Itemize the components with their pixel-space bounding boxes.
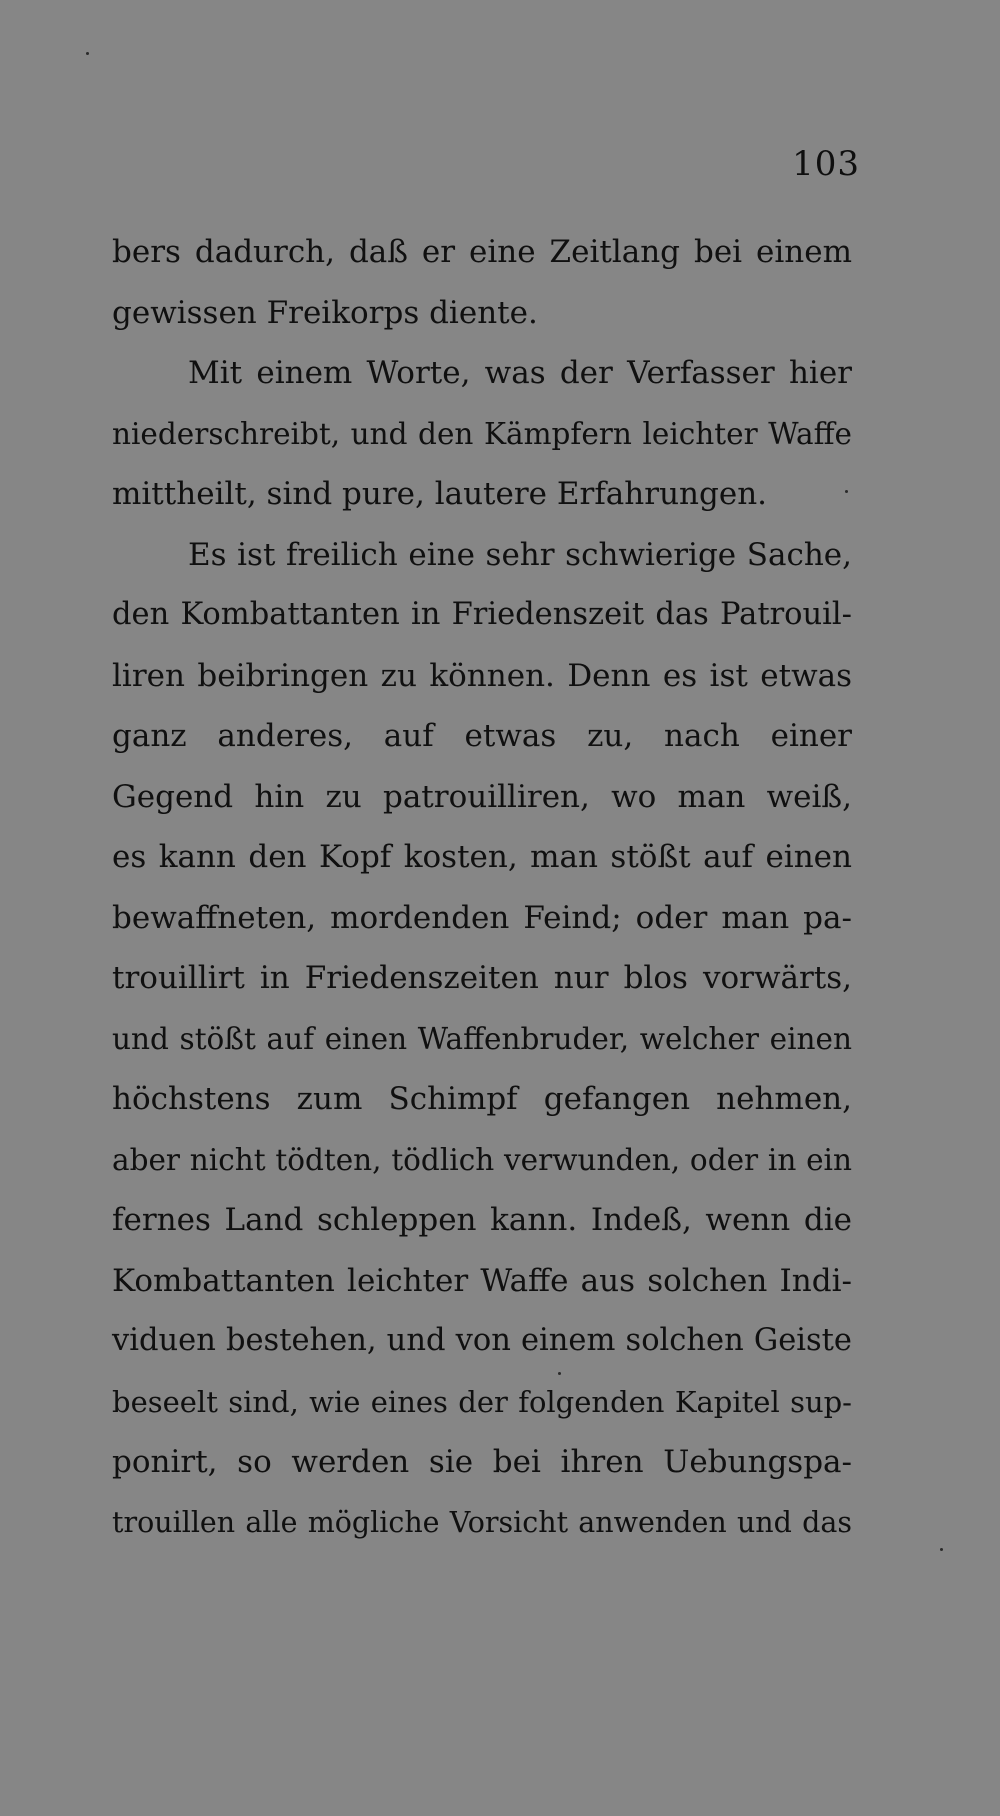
text-line: höchstens zum Schimpf gefangen nehmen,	[112, 1081, 852, 1117]
text-line: trouillirt in Friedenszeiten nur blos vorwärts,	[112, 960, 852, 996]
text-line: den Kombattanten in Friedenszeit das Patrouil-	[112, 597, 852, 632]
text-line: Gegend hin zu patrouilliren, wo man weiß,	[112, 778, 852, 815]
paragraph-start-line: Mit einem Worte, was der Verfasser hier	[188, 355, 852, 391]
text-line: bers dadurch, daß er eine Zeitlang bei einem	[112, 234, 852, 270]
text-line: es kann den Kopf kosten, man stößt auf einen	[112, 839, 852, 875]
body-text	[112, 222, 852, 1553]
text-line: aber nicht tödten, tödlich verwunden, oder in ein	[112, 1142, 852, 1177]
text-line: mittheilt, sind pure, lautere Erfahrungen.	[112, 476, 768, 512]
text-line: trouillen alle mögliche Vorsicht anwenden und das	[112, 1505, 852, 1539]
text-line: ponirt, so werden sie bei ihren Uebungspa-	[112, 1444, 852, 1480]
scan-speck	[558, 1372, 561, 1375]
text-line: gewissen Freikorps diente.	[112, 294, 538, 331]
text-line: viduen bestehen, und von einem solchen Geiste	[112, 1323, 852, 1358]
page-number: 103	[792, 144, 860, 184]
text-line: liren beibringen zu können. Denn es ist etwas	[112, 657, 852, 694]
scan-speck	[86, 52, 89, 55]
text-line: ganz anderes, auf etwas zu, nach einer	[112, 718, 852, 754]
text-line: fernes Land schleppen kann. Indeß, wenn die	[112, 1202, 852, 1238]
paragraph-start-line: Es ist freilich eine sehr schwierige Sache,	[188, 536, 852, 573]
scan-speck	[940, 1548, 943, 1551]
text-line: beseelt sind, wie eines der folgenden Kapitel sup-	[112, 1384, 852, 1419]
text-line: und stößt auf einen Waffenbruder, welcher einen	[112, 1021, 852, 1056]
text-line: bewaffneten, mordenden Feind; oder man pa-	[112, 899, 852, 936]
text-line: niederschreibt, und den Kämpfern leichter Waffe	[112, 416, 852, 451]
text-line: Kombattanten leichter Waffe aus solchen Indi-	[112, 1262, 852, 1299]
scan-speck	[845, 490, 848, 493]
